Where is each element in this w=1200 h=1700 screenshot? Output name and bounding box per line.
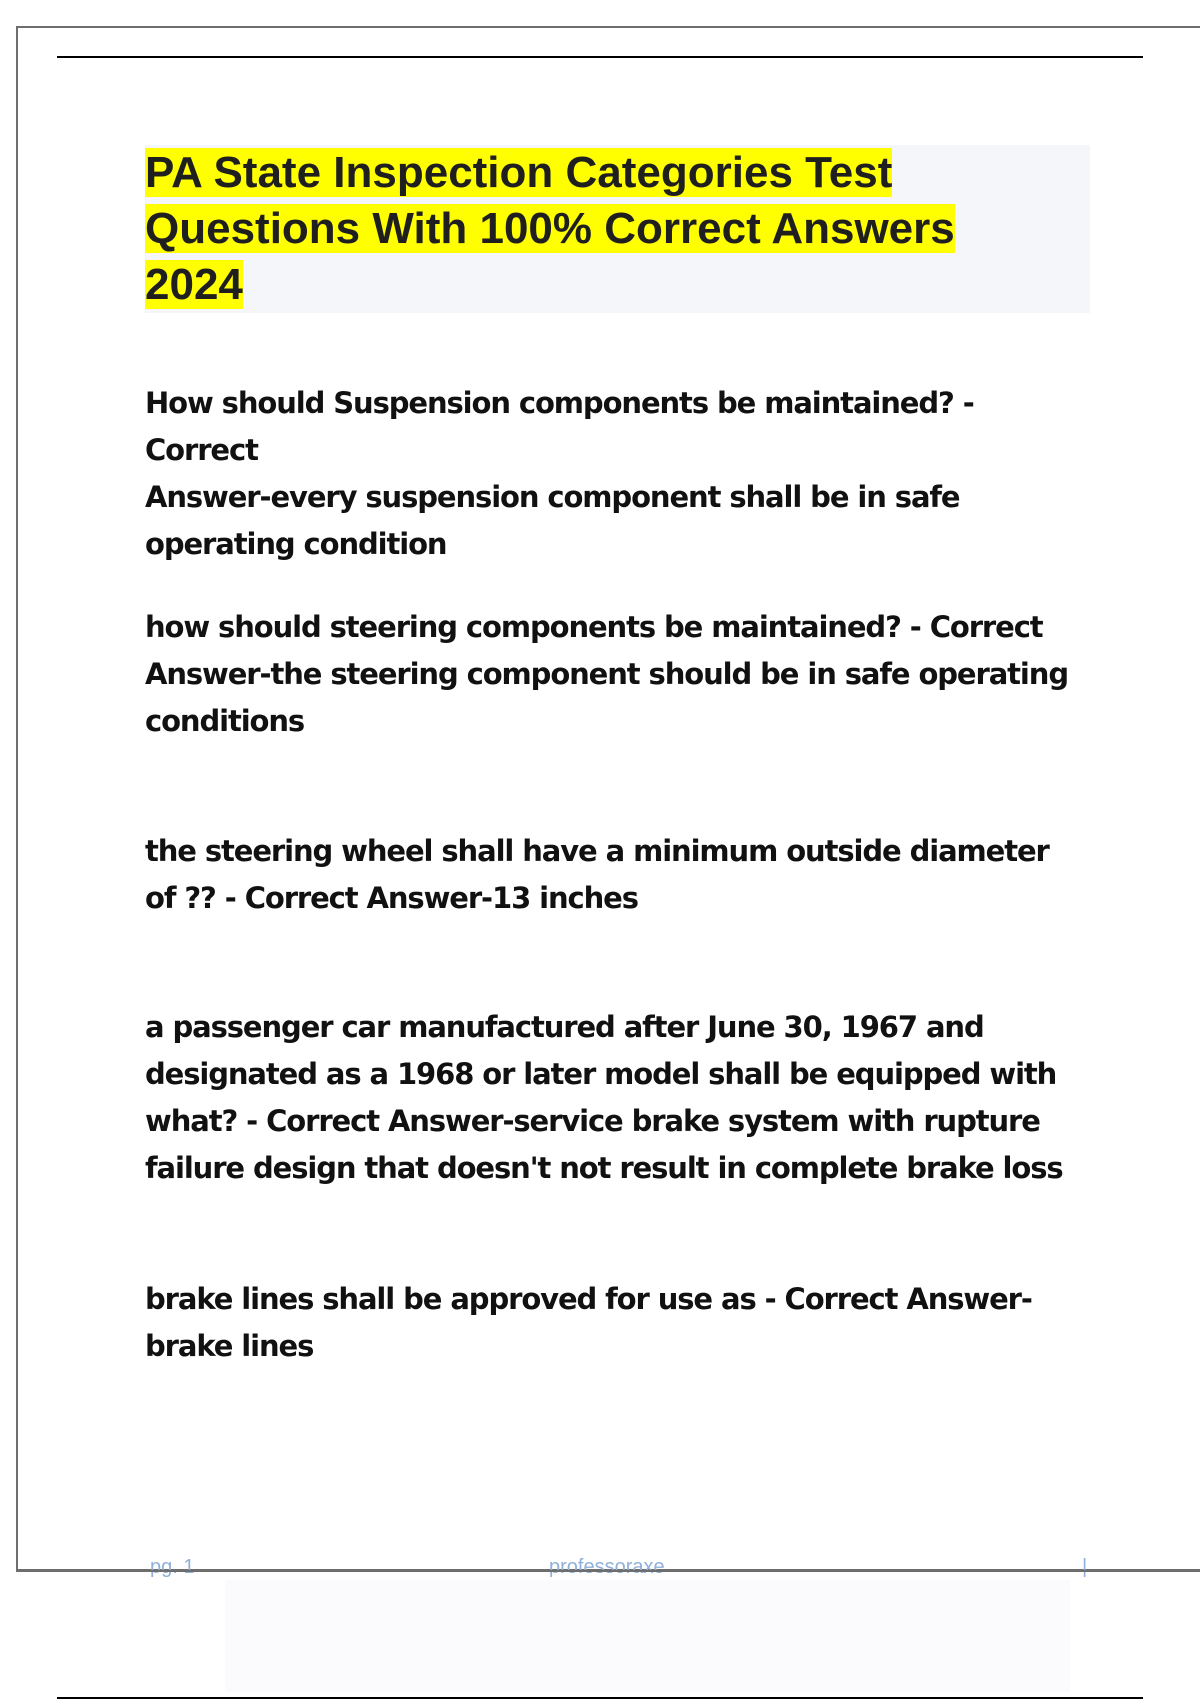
qa-line: conditions: [145, 704, 305, 738]
qa-item-2: [145, 604, 1085, 745]
qa-line: a passenger car manufactured after June 30, 1967 and: [145, 1010, 984, 1044]
qa-item-1: [145, 380, 1085, 568]
qa-line: designated as a 1968 or later model shall be equipped with: [145, 1057, 1057, 1091]
bottom-rule: [57, 1697, 1143, 1699]
qa-line: How should Suspension components be maintained? - Correct: [145, 386, 974, 467]
qa-item-5: [145, 1276, 1085, 1370]
qa-line: brake lines shall be approved for use as - Correct Answer-: [145, 1282, 1032, 1316]
title-block: [145, 145, 1090, 313]
qa-line: Answer-every suspension component shall be in safe: [145, 480, 960, 514]
top-rule: [57, 56, 1143, 58]
document-title: [145, 145, 1090, 313]
qa-line: failure design that doesn't not result in complete brake loss: [145, 1151, 1063, 1185]
title-line-3: 2024: [145, 260, 243, 309]
qa-line: of ?? - Correct Answer-13 inches: [145, 881, 638, 915]
qa-line: operating condition: [145, 527, 447, 561]
footer-author: professoraxe: [549, 1556, 665, 1578]
qa-line: the steering wheel shall have a minimum outside diameter: [145, 834, 1049, 868]
title-line-2: Questions With 100% Correct Answers: [145, 204, 955, 253]
qa-item-4: [145, 1004, 1085, 1192]
title-line-1: PA State Inspection Categories Test: [145, 148, 893, 197]
qa-line: brake lines: [145, 1329, 314, 1363]
qa-line: Answer-the steering component should be in safe operating: [145, 657, 1068, 691]
footer-rule: [16, 1570, 1200, 1572]
footer-separator: |: [1082, 1556, 1088, 1578]
qa-item-3: [145, 828, 1085, 922]
footer-shade: [225, 1580, 1070, 1692]
page-number: pg. 1: [150, 1556, 195, 1578]
qa-line: how should steering components be maintained? - Correct: [145, 610, 1043, 644]
qa-line: what? - Correct Answer-service brake system with rupture: [145, 1104, 1040, 1138]
